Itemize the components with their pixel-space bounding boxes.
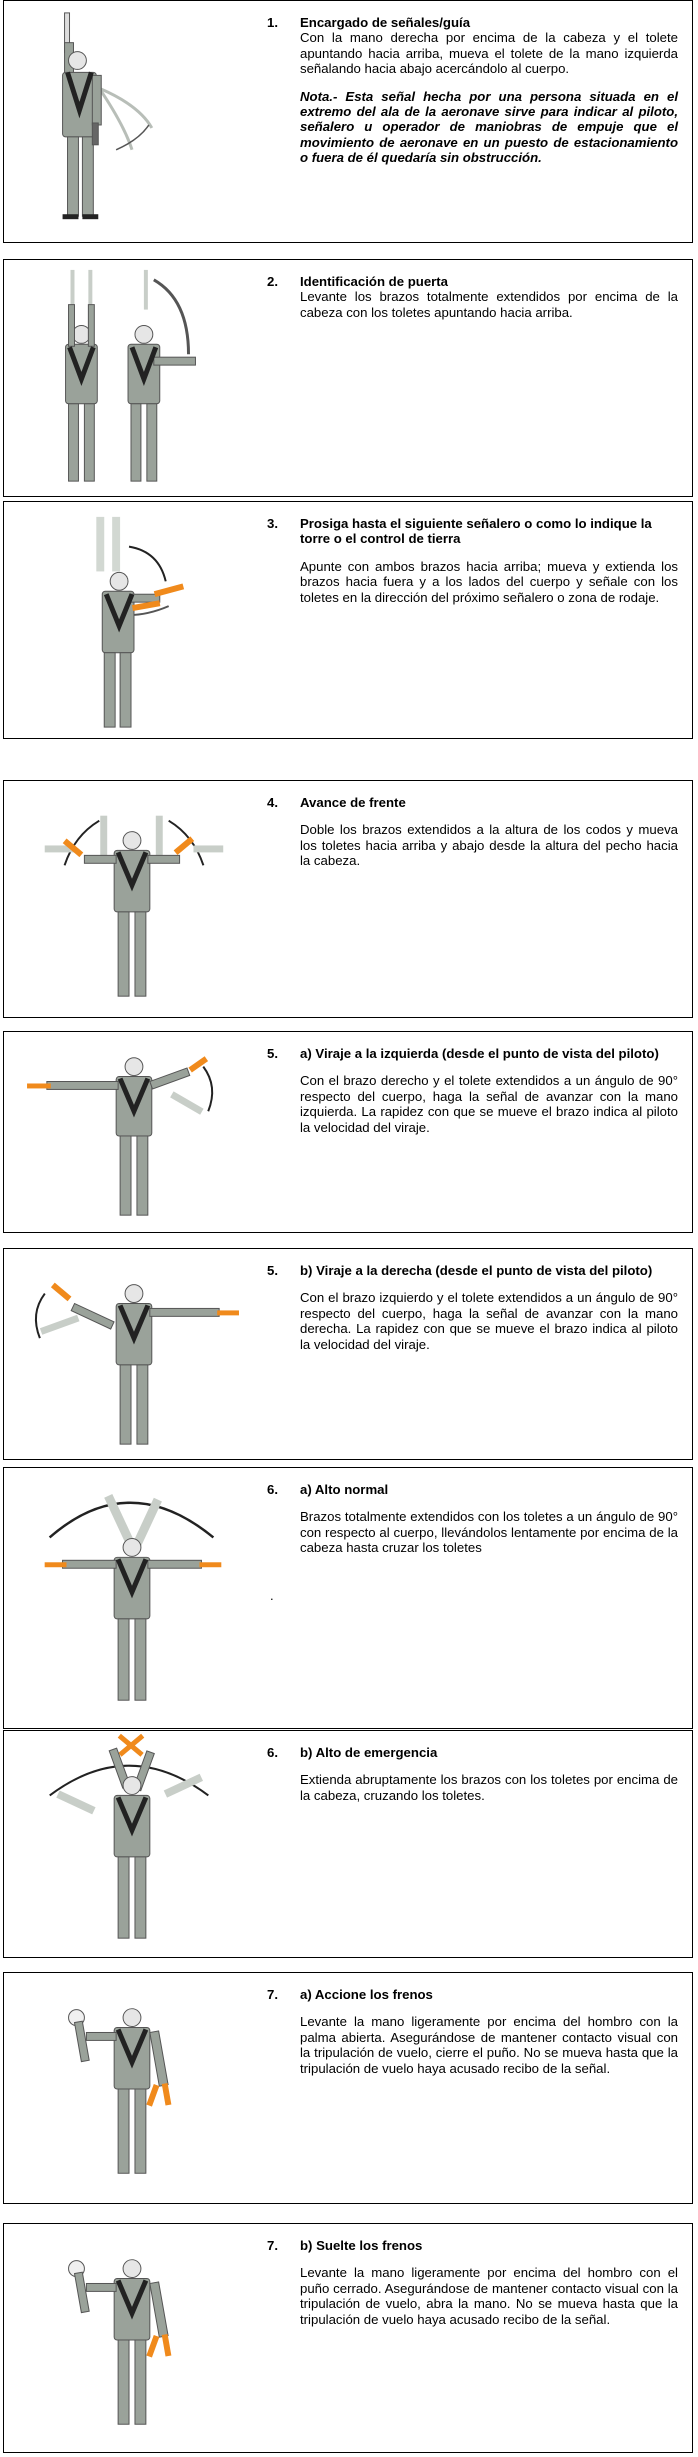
marshaller-figure-1 (4, 1, 259, 242)
marshaller-figure-4 (4, 781, 259, 1017)
marshaller-figure-7b (4, 2224, 259, 2452)
signal-number: 6. (267, 1482, 278, 1497)
signal-card-2 (3, 259, 693, 497)
signal-title: a) Viraje a la izquierda (desde el punto de vista del piloto) (300, 1046, 659, 1061)
signal-number: 2. (267, 274, 278, 289)
signal-title: a) Accione los frenos (300, 1987, 433, 2002)
signal-title: Avance de frente (300, 795, 406, 810)
marshaller-figure-6a (4, 1468, 259, 1728)
marshaller-figure-2 (4, 260, 259, 496)
signal-number: 3. (267, 516, 278, 531)
signal-description: Con el brazo izquierdo y el tolete extendidos a un ángulo de 90° respecto del cuerpo, haga la señal de avanzar con la mano derecha. La rapidez con que se mueve el brazo indica al piloto la velocidad del viraje. (300, 1290, 678, 1352)
signal-number: 5. (267, 1263, 278, 1278)
signal-description: Levante los brazos totalmente extendidos por encima de la cabeza con los toletes apuntando hacia arriba. (300, 289, 678, 320)
signal-title: b) Suelte los frenos (300, 2238, 423, 2253)
signal-card-5a (3, 1031, 693, 1233)
signal-card-7a (3, 1972, 693, 2204)
signal-description: Extienda abruptamente los brazos con los toletes por encima de la cabeza, cruzando los toletes. (300, 1772, 678, 1803)
signal-description: Con la mano derecha por encima de la cabeza y el tolete apuntando hacia arriba, mueva el tolete de la mano izquierda señalando hacia abajo acercándolo al cuerpo. (300, 30, 678, 77)
signal-title: Identificación de puerta (300, 274, 449, 289)
marshaller-figure-5a (4, 1032, 259, 1232)
signal-number: 7. (267, 2238, 278, 2253)
signal-title: Prosiga hasta el siguiente señalero o como lo indique la torre o el control de tierra (300, 516, 652, 547)
signal-card-6b (3, 1730, 693, 1958)
marshaller-figure-5b (4, 1249, 259, 1459)
signal-title: b) Alto de emergencia (300, 1745, 438, 1760)
signal-number: 6. (267, 1745, 278, 1760)
signal-title: b) Viraje a la derecha (desde el punto de vista del piloto) (300, 1263, 653, 1278)
signal-description: Levante la mano ligeramente por encima del hombro con el puño cerrado. Asegurándose de mantener contacto visual con la tripulación de vuelo, abra la mano. No se mueva hasta que la tripulación de vuelo haya acusado recibo de la señal. (300, 2265, 678, 2327)
marshaller-figure-6b (4, 1731, 259, 1957)
signal-title: a) Alto normal (300, 1482, 389, 1497)
signal-number: 5. (267, 1046, 278, 1061)
signal-card-3 (3, 501, 693, 739)
signal-number: 7. (267, 1987, 278, 2002)
signal-note: Nota.- Esta señal hecha por una persona situada en el extremo del ala de la aeronave sirve para indicar al piloto, señalero u operador de maniobras de empuje que el movimiento de aeronave en un puesto de estacionamiento o fuera de él quedaría sin obstrucción. (300, 88, 678, 166)
signal-title: Encargado de señales/guía (300, 15, 471, 30)
signal-card-1 (3, 0, 693, 243)
signal-number: 4. (267, 795, 278, 810)
signal-description: Brazos totalmente extendidos con los toletes a un ángulo de 90° con respecto al cuerpo, llevándolos lentamente por encima de la cabeza hasta cruzar los toletes (300, 1509, 678, 1556)
marshaller-figure-3 (4, 502, 259, 738)
signal-description: Con el brazo derecho y el tolete extendidos a un ángulo de 90° respecto del cuerpo, haga la señal de avanzar con la mano izquierda. La rapidez con que se mueve el brazo indica al piloto la velocidad del viraje. (300, 1073, 678, 1135)
signal-description: Apunte con ambos brazos hacia arriba; mueva y extienda los brazos hacia fuera y a los lados del cuerpo y señale con los toletes en la dirección del próximo señalero o zona de rodaje. (300, 558, 678, 605)
signal-description: Levante la mano ligeramente por encima del hombro con la palma abierta. Asegurándose de mantener contacto visual con la tripulación de vuelo, cierre el puño. No se mueva hasta que la tripulación de vuelo haya acusado recibo de la señal. (300, 2014, 678, 2076)
signal-card-4 (3, 780, 693, 1018)
stray-mark: . (270, 1588, 274, 1603)
signal-card-5b (3, 1248, 693, 1460)
signal-description: Doble los brazos extendidos a la altura de los codos y mueva los toletes hacia arriba y abajo desde la altura del pecho hacia la cabeza. (300, 822, 678, 869)
signal-number: 1. (267, 15, 278, 30)
marshaller-figure-7a (4, 1973, 259, 2203)
signal-card-7b (3, 2223, 693, 2453)
signal-card-6a (3, 1467, 693, 1729)
